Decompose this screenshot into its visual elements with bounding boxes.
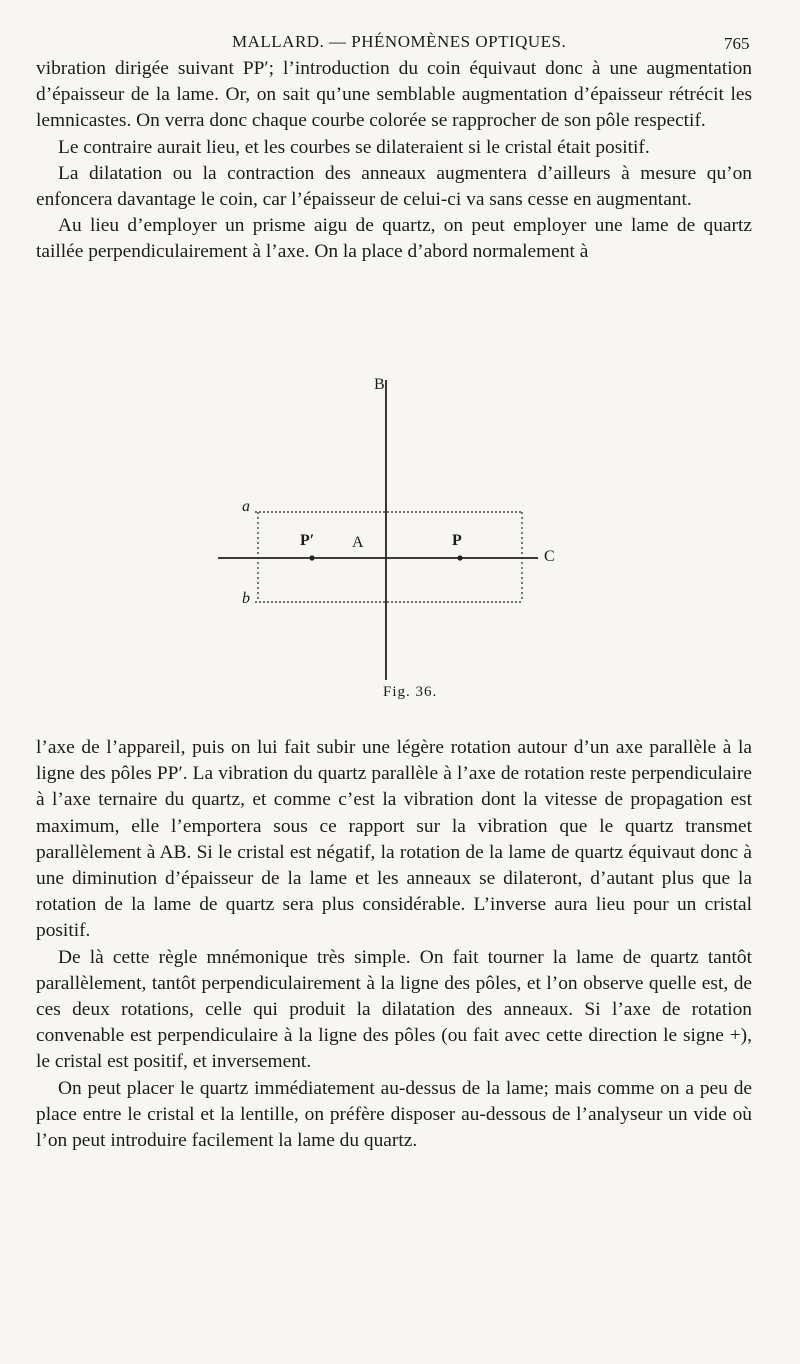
figure-36 bbox=[200, 370, 600, 715]
label-a: a bbox=[242, 498, 250, 515]
body-text-bottom bbox=[36, 735, 752, 1154]
pole-p-prime-dot bbox=[309, 555, 314, 560]
paragraph: La dilatation ou la contraction des anneaux augmentera d’ailleurs à mesure qu’on enfoncera davantage le coin, car l’épaisseur de celui-ci va sans cesse en augmentant. bbox=[36, 162, 752, 211]
label-b: b bbox=[242, 590, 250, 607]
paragraph: On peut placer le quartz immédiatement au-dessus de la lame; mais comme on a peu de place entre le cristal et la lentille, on préfère disposer au-dessous de l’analyseur un vide où l’on peut introduire facilement la lame du quartz. bbox=[36, 1077, 752, 1152]
pole-p-dot bbox=[457, 555, 462, 560]
running-head: MALLARD. — PHÉNOMÈNES OPTIQUES. bbox=[232, 32, 567, 51]
paragraph: vibration dirigée suivant PP′; l’introduction du coin équivaut donc à une augmentation d’épaisseur de la lame. Or, on sait qu’une semblable augmentation d’épaisseur rétrécit les lemnicastes. On verra donc chaque courbe colorée se rapprocher de son pôle respectif. bbox=[36, 58, 752, 132]
page-number: 765 bbox=[724, 34, 750, 53]
label-top: B bbox=[374, 376, 385, 393]
paragraph: De là cette règle mnémonique très simple. On fait tourner la lame de quartz tantôt parallèlement, tantôt perpendiculairement à la ligne des pôles, et l’on observe quelle est, de ces deux rotations, celle qui produit la dilatation des anneaux. Si l’axe de rotation convenable est perpendiculaire à la ligne des pôles (ou fait avec cette direction le signe +), le cristal est positif, et inversement. bbox=[36, 946, 752, 1073]
label-a-center: A bbox=[352, 534, 364, 551]
paragraph: Le contraire aurait lieu, et les courbes se dilateraient si le cristal était positif. bbox=[58, 136, 650, 158]
label-p: P bbox=[452, 532, 462, 549]
paragraph: l’axe de l’appareil, puis on lui fait subir une légère rotation autour d’un axe parallèle à la ligne des pôles PP′. La vibration du quartz parallèle à l’axe de rotation reste perpendiculaire à l’axe ternaire du quartz, et comme c’est la vibration dont la vitesse de propagation est maximum, elle l’emportera sous ce rapport sur la vibration que le quartz transmet parallèlement à AB. Si le cristal est négatif, la rotation de la lame de quartz équivaut donc à une diminution d’épaisseur de la lame et les anneaux se dilateront, d’autant plus que la rotation de la lame de quartz sera plus considérable. L’inverse aura lieu pour un cristal positif. bbox=[36, 737, 752, 942]
body-text-top bbox=[36, 56, 752, 266]
figure-caption: Fig. 36. bbox=[383, 684, 438, 700]
figure-diagram bbox=[200, 370, 600, 715]
label-p-prime: P′ bbox=[300, 532, 315, 549]
paragraph: Au lieu d’employer un prisme aigu de quartz, on peut employer une lame de quartz taillée perpendiculairement à l’axe. On la place d’abord normalement à bbox=[36, 215, 752, 263]
label-c: C bbox=[544, 548, 555, 565]
page-header bbox=[0, 28, 800, 54]
